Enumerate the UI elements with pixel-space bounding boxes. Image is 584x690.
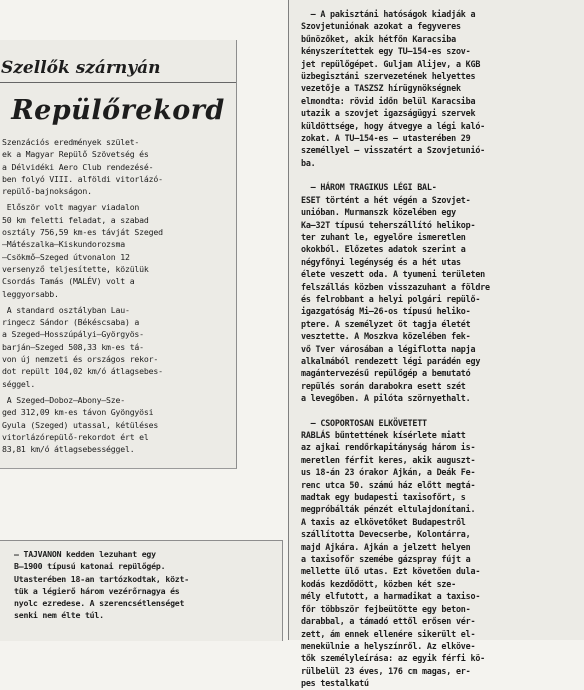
left-clipping xyxy=(0,40,237,469)
article-headline: Repülőrekord xyxy=(11,95,225,126)
kicker-rule xyxy=(0,82,236,83)
news-item-air-accidents: — HÁROM TRAGIKUS LÉGI BAL- ESET történt a hét végén a Szovjet- unióban. Murmanszk közelében egy Ka—32T típusú teherszállító helikop- ter zuhant le, egyelőre ismeretlen okokból. Előzetes adatok szerint a négyfőnyi legénység és a hét utas élete veszett oda. A tyumeni területen felszállás közben visszazuhant a földre és felrobbant a helyi polgári repülő- igazgatóság Mi—26-os típusú heliko- ptere. A személyzet öt tagja életét vesztette. A Moszkva közelében fek- vő Tver városában a légiflotta napja alkalmából rendezett légi parádén egy magántervezésű repülőgép a bemutató repülés során darabokra esett szét a levegőben. A pilóta szörnyethalt. xyxy=(301,182,490,404)
bottom-clipping xyxy=(0,540,283,641)
article-paragraph: Először volt magyar viadalon 50 km feletti feladat, a szabad osztály 756,59 km-es távját Szeged —Mátészalka—Kiskundorozsma —Csökmő—Szeged útvonalon 12 versenyző teljesítette, közülük Csordás Tamás (MALÉV) volt a leggyorsabb. xyxy=(2,202,163,299)
news-item-pakistan: — A pakisztáni hatóságok kiadják a Szovjetuniónak azokat a fegyveres bűnözőket, akik hétfőn Karacsiba kényszerítettek egy TU—154-es szov- jet repülőgépet. Guljam Alijev, a KGB üzbegisztáni szervezetének helyettes vezetője a TASZSZ hírügynökségnek elmondta: rövid időn belül Karacsiba utazik a szovjet igazságügyi szervek küldöttsége, hogy átvegye a légi kaló- zokat. A TU—154-es — utasterében 29 személlyel — visszatért a Szovjetunió- ba. xyxy=(301,9,486,168)
article-paragraph: A standard osztályban Lau- ringecz Sándor (Békéscsaba) a a Szeged—Hosszúpályi—Györgyös- barján—Szeged 508,33 km-es tá- von új nemzeti és országos rekor- dot repült 104,02 km/ó átlagsebes- séggel. xyxy=(2,304,163,389)
news-item-robbery: — CSOPORTOSAN ELKÖVETETT RABLÁS bűntettének kísérlete miatt az ajkai rendőrkapitányság három is- meretlen férfit keres, akik auguszt- us 18-án 23 órakor Ajkán, a Deák Fe- renc utca 50. számú ház előtt megtá- madtak egy budapesti taxisofőrt, s megpróbálták pénzét eltulajdonítani. A taxis az elkövetőket Budapestről szállította Devecserbe, Kolontárra, majd Ajkára. Ajkán a jelzett helyen a taxisofőr szemébe gázspray fújt a mellette ülő utas. Ezt követően dula- kodás kezdődött, közben két sze- mély elfutott, a harmadikat a taxiso- főr többször fejbeütötte egy beton- darabbal, a támadó ettől erősen vér- zett, ám ennek ellenére sikerült el- menekülnie a helyszínről. Az elköve- tők személyleírása: az egyik férfi kö- rülbelül 23 éves, 176 cm magas, er- pes testalkatú xyxy=(301,417,486,689)
right-clipping xyxy=(288,0,584,689)
news-brief-tajvan: — TAJVANON kedden lezuhant egy B—1900 típusú katonai repülőgép. Utasterében 18-an tartózkodtak, közt- tük a légierő három vezérőrnagya és nyolc ezredese. A szerencsétlenséget senki nem élte túl. xyxy=(14,549,189,621)
section-kicker: Szellők szárnyán xyxy=(1,58,161,78)
article-paragraph: Szenzációs eredmények szület- ek a Magyar Repülő Szövetség és a Délvidéki Aero Club rendezésé- ben folyó VIII. alföldi vitorlázó- repülő-bajnokságon. xyxy=(2,137,163,197)
article-paragraph: A Szeged—Doboz—Abony—Sze- ged 312,09 km-es távon Gyöngyösi Gyula (Szeged) utassal, kétüléses vitorlázórepülő-rekordot ért el 83,81 km/ó átlagsebességgel. xyxy=(2,394,159,455)
